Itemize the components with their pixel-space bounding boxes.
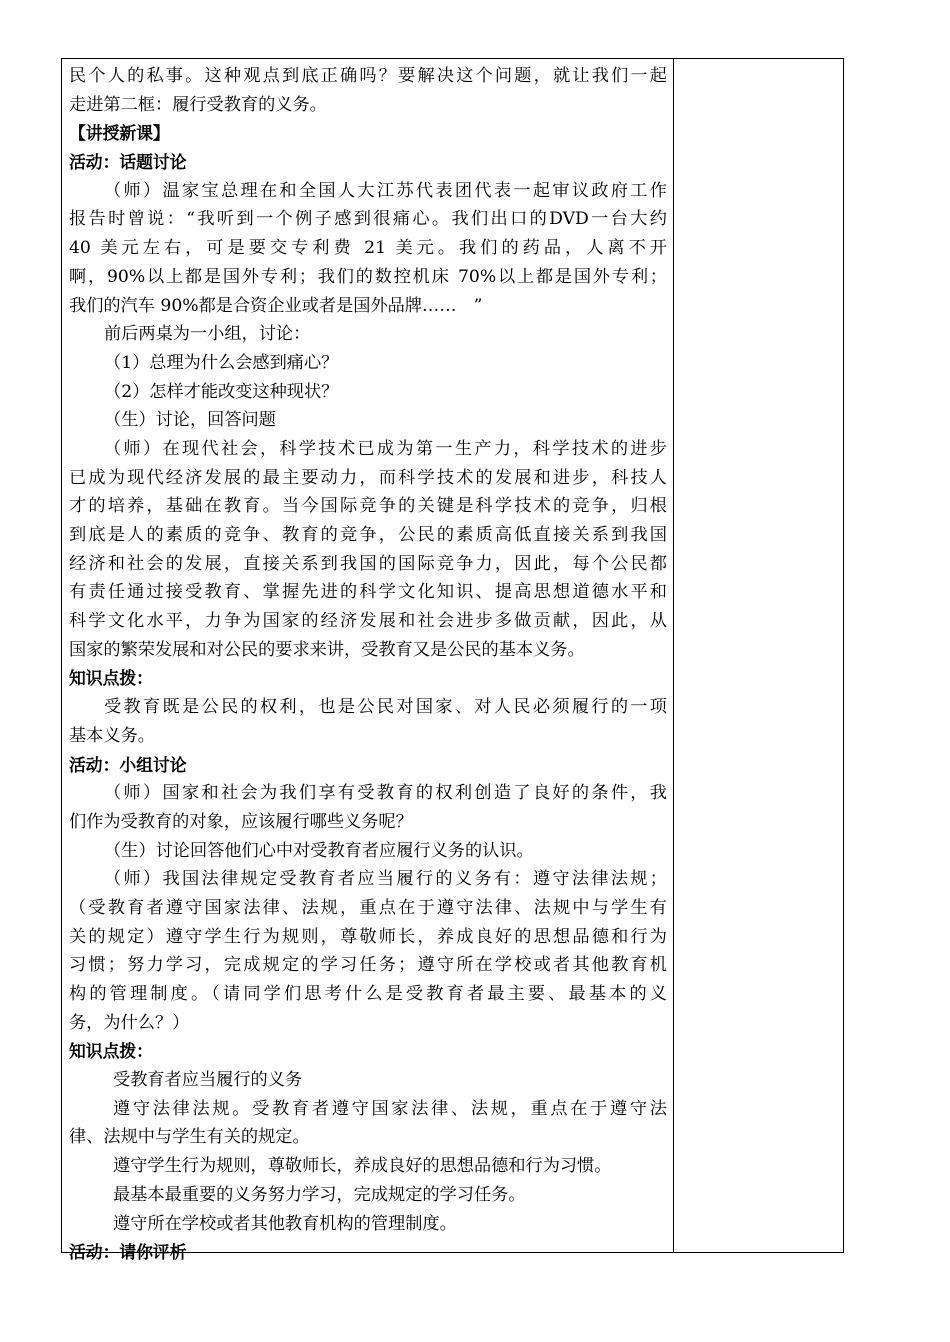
- text-line: 走进第二框：履行受教育的义务。: [69, 94, 327, 115]
- text-line: （生）讨论回答他们心中对受教育者应履行义务的认识。: [104, 840, 534, 861]
- notes-cell: [675, 59, 843, 1252]
- text-line: 基本义务。: [69, 725, 155, 746]
- text-line: 国家的繁荣发展和对公民的要求来讲，受教育又是公民的基本义务。: [69, 639, 585, 660]
- text-line: （师）我国法律规定受教育者应当履行的义务有：遵守法律法规；: [104, 869, 667, 890]
- text-line: 受教育者应当履行的义务: [113, 1070, 303, 1091]
- section-heading: 知识点拨：: [69, 668, 153, 689]
- section-heading: 【讲授新课】: [69, 123, 170, 144]
- text-line: 遵守学生行为规则，尊敬师长，养成良好的思想品德和行为习惯。: [113, 1156, 612, 1177]
- lesson-content-cell: [69, 62, 667, 1267]
- text-line: 科学文化水平，力争为国家的经济发展和社会进步多做贡献，因此，从: [69, 611, 667, 632]
- text-line: 务，为什么？）: [69, 1012, 190, 1033]
- text-line: （师）在现代社会，科学技术已成为第一生产力，科学技术的进步: [104, 438, 667, 459]
- text-line: 习惯；努力学习，完成规定的学习任务；遵守所在学校或者其他教育机: [69, 955, 667, 976]
- text-line: 受教育既是公民的权利，也是公民对国家、对人民必须履行的一项: [104, 697, 667, 718]
- text-line: 40 美元左右，可是要交专利费 21 美元。我们的药品，人离不开: [69, 238, 667, 259]
- text-line: （2）怎样才能改变这种现状？: [104, 381, 339, 402]
- text-line: 前后两桌为一小组，讨论：: [104, 324, 311, 345]
- text-line: 啊，90%以上都是国外专利；我们的数控机床 70%以上都是国外专利；: [69, 266, 667, 287]
- text-line: 民个人的私事。这种观点到底正确吗？要解决这个问题，就让我们一起: [69, 66, 667, 86]
- text-line: 到底是人的素质的竞争、教育的竞争，公民的素质高低直接关系到我国: [69, 525, 667, 545]
- text-line: 律、法规中与学生有关的规定。: [69, 1127, 310, 1148]
- text-line: 遵守所在学校或者其他教育机构的管理制度。: [113, 1213, 457, 1234]
- lesson-table: [61, 58, 844, 1263]
- text-line: （受教育者遵守国家法律、法规，重点在于遵守法律、法规中与学生有: [69, 897, 667, 918]
- text-line: （师）国家和社会为我们享有受教育的权利创造了良好的条件，我: [104, 783, 667, 804]
- section-heading: 活动：小组讨论: [69, 754, 187, 775]
- text-line: 遵守法律法规。受教育者遵守国家法律、法规，重点在于遵守法: [113, 1098, 667, 1119]
- text-line: 经济和社会的发展，直接关系到我国的国际竞争力，因此，每个公民都: [69, 553, 667, 574]
- text-line: 报告时曾说：“我听到一个例子感到很痛心。我们出口的DVD一台大约: [69, 209, 667, 230]
- text-line: 才的培养，基础在教育。当今国际竞争的关键是科学技术的竞争，归根: [69, 496, 667, 517]
- text-line: 关的规定）遵守学生行为规则，尊敬师长，养成良好的思想品德和行为: [69, 926, 667, 947]
- text-line: 已成为现代经济发展的最主要动力，而科学技术的发展和进步，科技人: [69, 467, 667, 488]
- section-heading: 活动：话题讨论: [69, 152, 187, 173]
- text-line: 最基本最重要的义务努力学习，完成规定的学习任务。: [113, 1184, 526, 1205]
- column-divider: [673, 59, 674, 1252]
- section-heading: 知识点拨：: [69, 1041, 153, 1062]
- text-line: 构的管理制度。（请同学们思考什么是受教育者最主要、最基本的义: [69, 984, 667, 1004]
- text-line: （师）温家宝总理在和全国人大江苏代表团代表一起审议政府工作: [104, 180, 667, 201]
- section-heading: 活动：请你评析: [69, 1242, 187, 1263]
- text-line: （生）讨论，回答问题: [104, 410, 276, 431]
- text-line: 有责任通过接受教育、掌握先进的科学文化知识、提高思想道德水平和: [69, 582, 667, 603]
- text-line: 我们的汽车 90%都是合资企业或者是国外品牌…… ”: [69, 295, 483, 316]
- text-line: 们作为受教育的对象，应该履行哪些义务呢？: [69, 811, 413, 832]
- text-line: （1）总理为什么会感到痛心？: [104, 352, 339, 373]
